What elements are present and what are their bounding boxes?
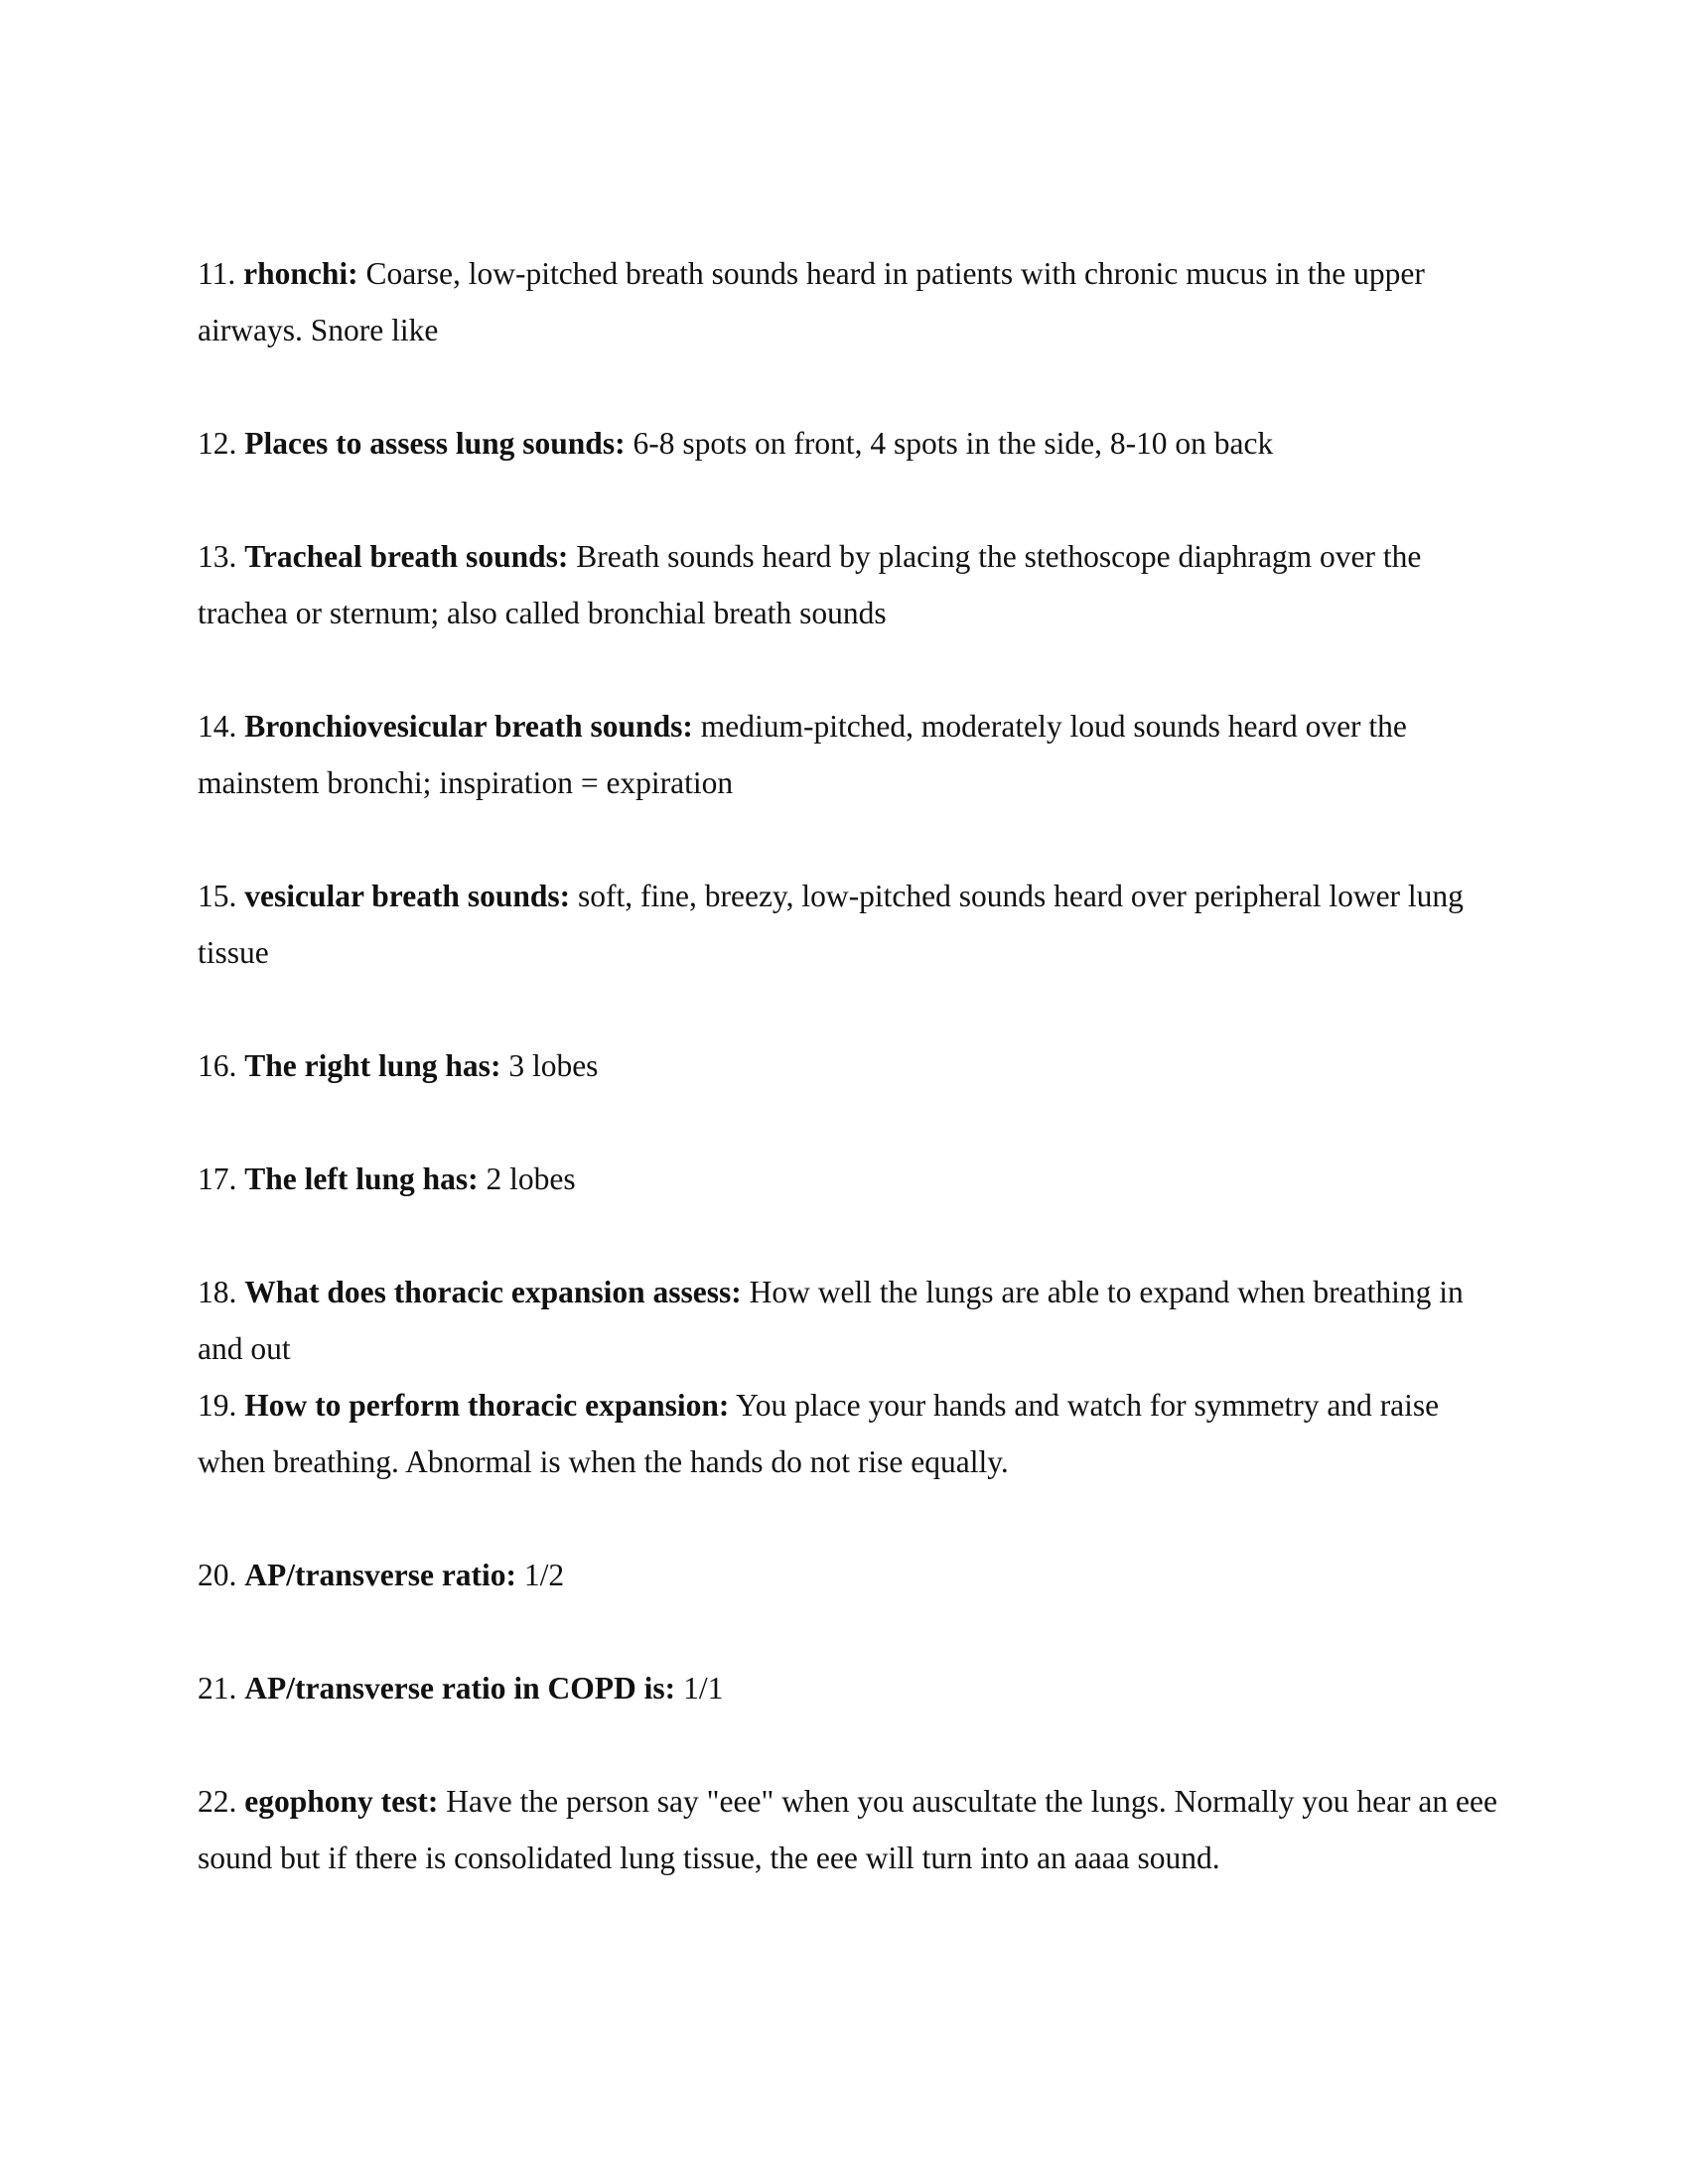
list-item — [198, 698, 1498, 811]
item-term: The left lung has: — [244, 1161, 479, 1196]
item-definition: soft, fine, breezy, low-pitched sounds heard over peripheral lower lung tissue — [198, 879, 1464, 970]
list-item — [198, 245, 1498, 358]
list-item — [198, 415, 1498, 472]
list-item — [198, 1773, 1498, 1886]
item-number: 21. — [198, 1671, 237, 1706]
item-number: 22. — [198, 1784, 237, 1819]
item-number: 17. — [198, 1161, 237, 1196]
item-definition: medium-pitched, moderately loud sounds heard over the mainstem bronchi; inspiration = expiration — [198, 709, 1407, 800]
item-number: 14. — [198, 709, 237, 744]
list-item — [198, 1547, 1498, 1603]
item-number: 16. — [198, 1048, 237, 1083]
item-number: 11. — [198, 256, 236, 291]
list-item — [198, 1660, 1498, 1716]
item-definition: How well the lungs are able to expand when breathing in and out — [198, 1275, 1464, 1366]
item-number: 15. — [198, 879, 237, 913]
list-item — [198, 1377, 1498, 1490]
item-definition: 3 lobes — [508, 1048, 599, 1083]
item-definition: 1/1 — [683, 1671, 724, 1706]
list-item — [198, 1037, 1498, 1094]
item-definition: Coarse, low-pitched breath sounds heard in patients with chronic mucus in the upper airways. Snore like — [198, 256, 1425, 347]
item-term: AP/transverse ratio in COPD is: — [244, 1671, 676, 1706]
item-definition: 1/2 — [523, 1558, 565, 1592]
item-number: 13. — [198, 539, 237, 574]
item-term: Bronchiovesicular breath sounds: — [244, 709, 693, 744]
item-number: 12. — [198, 426, 237, 461]
item-term: What does thoracic expansion assess: — [244, 1275, 742, 1309]
item-term: How to perform thoracic expansion: — [244, 1388, 730, 1423]
item-number: 19. — [198, 1388, 237, 1423]
list-item — [198, 528, 1498, 641]
list-item — [198, 868, 1498, 981]
item-number: 20. — [198, 1558, 237, 1592]
item-number: 18. — [198, 1275, 237, 1309]
item-definition: Breath sounds heard by placing the stethoscope diaphragm over the trachea or sternum; also called bronchial breath sounds — [198, 539, 1422, 630]
item-definition: You place your hands and watch for symmetry and raise when breathing. Abnormal is when the hands do not rise equally. — [198, 1388, 1440, 1479]
item-term: AP/transverse ratio: — [244, 1558, 517, 1592]
item-definition: 6-8 spots on front, 4 spots in the side, 8-10 on back — [633, 426, 1274, 461]
item-term: Tracheal breath sounds: — [244, 539, 569, 574]
item-term: vesicular breath sounds: — [244, 879, 571, 913]
list-item — [198, 1264, 1498, 1377]
item-term: egophony test: — [244, 1784, 439, 1819]
item-term: rhonchi: — [243, 256, 358, 291]
item-term: Places to assess lung sounds: — [244, 426, 626, 461]
list-item — [198, 1151, 1498, 1207]
item-term: The right lung has: — [244, 1048, 501, 1083]
item-definition: Have the person say "eee" when you auscultate the lungs. Normally you hear an eee sound but if there is consolidated lung tissue, the eee will turn into an aaaa sound. — [198, 1784, 1497, 1875]
item-definition: 2 lobes — [486, 1161, 576, 1196]
